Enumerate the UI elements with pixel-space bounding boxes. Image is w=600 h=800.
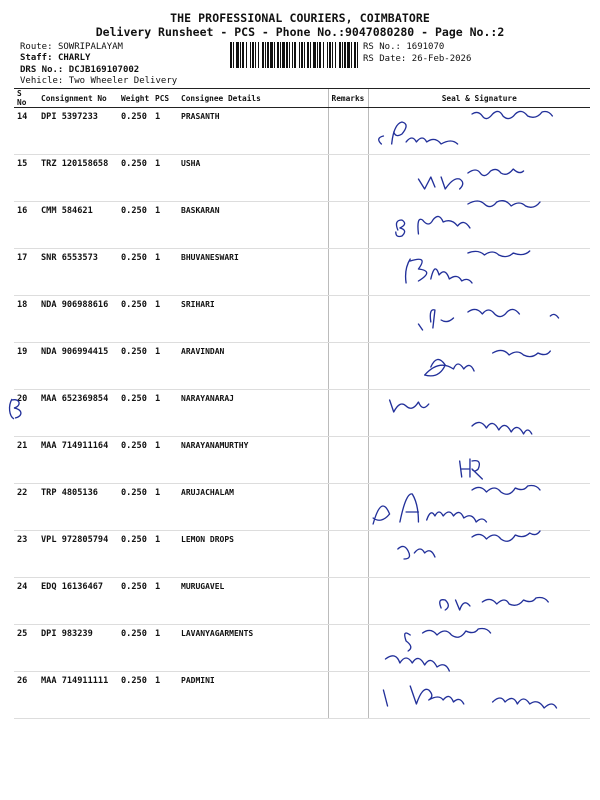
cell-weight: 0.250	[118, 531, 152, 578]
cell-consignment: NDA 906994415	[38, 343, 118, 390]
col-header-consignment: Consignment No	[38, 89, 118, 108]
rs-date-value: 26-Feb-2026	[411, 54, 472, 64]
cell-sno: 20	[14, 390, 38, 437]
cell-signature	[368, 249, 590, 296]
cell-consignee: ARUJACHALAM	[178, 484, 328, 531]
cell-consignment: TRP 4805136	[38, 484, 118, 531]
cell-sno: 16	[14, 202, 38, 249]
route-line	[20, 42, 123, 53]
cell-remarks	[328, 578, 368, 625]
drs-line	[20, 65, 139, 76]
cell-consignee: LAVANYAGARMENTS	[178, 625, 328, 672]
cell-signature	[368, 672, 590, 719]
runsheet-table	[14, 88, 590, 719]
cell-consignment: MAA 714911164	[38, 437, 118, 484]
cell-weight: 0.250	[118, 484, 152, 531]
col-header-consignee: Consignee Details	[178, 89, 328, 108]
handwritten-signature	[369, 296, 591, 338]
cell-pcs: 1	[152, 672, 178, 719]
cell-remarks	[328, 484, 368, 531]
cell-pcs: 1	[152, 625, 178, 672]
margin-handwritten-mark	[6, 396, 28, 422]
rs-no-label: RS No.:	[363, 42, 401, 52]
cell-remarks	[328, 155, 368, 202]
table-row	[14, 390, 590, 437]
cell-signature	[368, 155, 590, 202]
cell-weight: 0.250	[118, 108, 152, 155]
cell-remarks	[328, 296, 368, 343]
table-header-row	[14, 89, 590, 108]
cell-consignee: ARAVINDAN	[178, 343, 328, 390]
table-row	[14, 296, 590, 343]
cell-sno: 23	[14, 531, 38, 578]
cell-signature	[368, 437, 590, 484]
table-row	[14, 578, 590, 625]
table-row	[14, 249, 590, 296]
handwritten-signature	[369, 202, 591, 244]
cell-consignee: MURUGAVEL	[178, 578, 328, 625]
cell-remarks	[328, 202, 368, 249]
staff-value: CHARLY	[57, 53, 91, 63]
cell-remarks	[328, 249, 368, 296]
handwritten-signature	[369, 578, 591, 620]
rs-no-line	[363, 41, 471, 53]
cell-sno: 22	[14, 484, 38, 531]
cell-signature	[368, 625, 590, 672]
cell-consignment: VPL 972805794	[38, 531, 118, 578]
cell-consignee: LEMON DROPS	[178, 531, 328, 578]
cell-consignment: CMM 584621	[38, 202, 118, 249]
cell-signature	[368, 108, 590, 155]
rs-no-value: 1691070	[406, 42, 445, 52]
cell-consignment: SNR 6553573	[38, 249, 118, 296]
cell-sno: 21	[14, 437, 38, 484]
cell-sno: 26	[14, 672, 38, 719]
company-title: THE PROFESSIONAL COURIERS, COIMBATORE	[170, 11, 430, 25]
table-row	[14, 625, 590, 672]
handwritten-signature	[369, 343, 591, 385]
cell-pcs: 1	[152, 531, 178, 578]
cell-remarks	[328, 390, 368, 437]
cell-pcs: 1	[152, 578, 178, 625]
col-header-pcs: PCS	[152, 89, 178, 108]
cell-remarks	[328, 108, 368, 155]
cell-weight: 0.250	[118, 437, 152, 484]
cell-weight: 0.250	[118, 343, 152, 390]
rs-date-label: RS Date:	[363, 54, 407, 64]
cell-sno: 19	[14, 343, 38, 390]
cell-signature	[368, 578, 590, 625]
cell-weight: 0.250	[118, 390, 152, 437]
rs-info	[363, 41, 471, 65]
handwritten-signature	[369, 437, 591, 479]
handwritten-signature	[369, 531, 591, 573]
cell-consignee: NARAYANARAJ	[178, 390, 328, 437]
cell-remarks	[328, 343, 368, 390]
cell-weight: 0.250	[118, 672, 152, 719]
cell-sno: 18	[14, 296, 38, 343]
cell-consignee: NARAYANAMURTHY	[178, 437, 328, 484]
rs-date-line	[363, 53, 471, 65]
cell-weight: 0.250	[118, 155, 152, 202]
cell-signature	[368, 343, 590, 390]
cell-consignment: TRZ 120158658	[38, 155, 118, 202]
cell-consignment: MAA 714911111	[38, 672, 118, 719]
col-header-sno: S No	[14, 89, 38, 108]
cell-signature	[368, 296, 590, 343]
cell-pcs: 1	[152, 249, 178, 296]
cell-pcs: 1	[152, 296, 178, 343]
cell-consignment: EDQ 16136467	[38, 578, 118, 625]
cell-weight: 0.250	[118, 249, 152, 296]
cell-consignment: MAA 652369854	[38, 390, 118, 437]
cell-sno: 24	[14, 578, 38, 625]
staff-label: Staff:	[20, 53, 53, 63]
cell-pcs: 1	[152, 343, 178, 390]
handwritten-signature	[369, 672, 591, 714]
cell-remarks	[328, 625, 368, 672]
drs-value: DCJB169107002	[68, 65, 140, 75]
cell-remarks	[328, 531, 368, 578]
cell-pcs: 1	[152, 390, 178, 437]
barcode-image	[230, 42, 358, 68]
cell-consignment: DPI 983239	[38, 625, 118, 672]
cell-pcs: 1	[152, 155, 178, 202]
cell-consignment: DPI 5397233	[38, 108, 118, 155]
table-row	[14, 437, 590, 484]
table-row	[14, 672, 590, 719]
cell-sno: 25	[14, 625, 38, 672]
cell-consignee: PADMINI	[178, 672, 328, 719]
cell-consignee: USHA	[178, 155, 328, 202]
handwritten-signature	[369, 249, 591, 291]
col-header-signature: Seal & Signature	[368, 89, 590, 108]
cell-signature	[368, 202, 590, 249]
cell-weight: 0.250	[118, 296, 152, 343]
cell-sno: 15	[14, 155, 38, 202]
cell-consignment: NDA 906988616	[38, 296, 118, 343]
cell-signature	[368, 390, 590, 437]
cell-pcs: 1	[152, 437, 178, 484]
cell-sno: 14	[14, 108, 38, 155]
table-row	[14, 202, 590, 249]
cell-pcs: 1	[152, 202, 178, 249]
table-row	[14, 155, 590, 202]
table-row	[14, 531, 590, 578]
table-row	[14, 108, 590, 155]
cell-weight: 0.250	[118, 202, 152, 249]
col-header-remarks: Remarks	[328, 89, 368, 108]
cell-signature	[368, 484, 590, 531]
vehicle-line	[20, 76, 177, 87]
cell-pcs: 1	[152, 484, 178, 531]
handwritten-signature	[369, 625, 591, 667]
cell-consignee: BHUVANESWARI	[178, 249, 328, 296]
col-header-weight: Weight	[118, 89, 152, 108]
cell-signature	[368, 531, 590, 578]
handwritten-signature	[369, 390, 591, 432]
cell-weight: 0.250	[118, 625, 152, 672]
handwritten-signature	[369, 155, 591, 197]
cell-sno: 17	[14, 249, 38, 296]
handwritten-signature	[369, 108, 591, 150]
route-value: SOWRIPALAYAM	[57, 42, 123, 52]
table-row	[14, 484, 590, 531]
cell-remarks	[328, 437, 368, 484]
handwritten-signature	[369, 484, 591, 526]
table-row	[14, 343, 590, 390]
drs-label: DRS No.:	[20, 65, 64, 75]
vehicle-label: Vehicle:	[20, 76, 64, 86]
route-label: Route:	[20, 42, 53, 52]
cell-consignee: PRASANTH	[178, 108, 328, 155]
cell-remarks	[328, 672, 368, 719]
vehicle-value: Two Wheeler Delivery	[68, 76, 178, 86]
cell-consignee: BASKARAN	[178, 202, 328, 249]
cell-consignee: SRIHARI	[178, 296, 328, 343]
runsheet-subtitle: Delivery Runsheet - PCS - Phone No.:9047080280 - Page No.:2	[95, 25, 505, 39]
staff-line	[20, 53, 90, 64]
cell-pcs: 1	[152, 108, 178, 155]
cell-weight: 0.250	[118, 578, 152, 625]
